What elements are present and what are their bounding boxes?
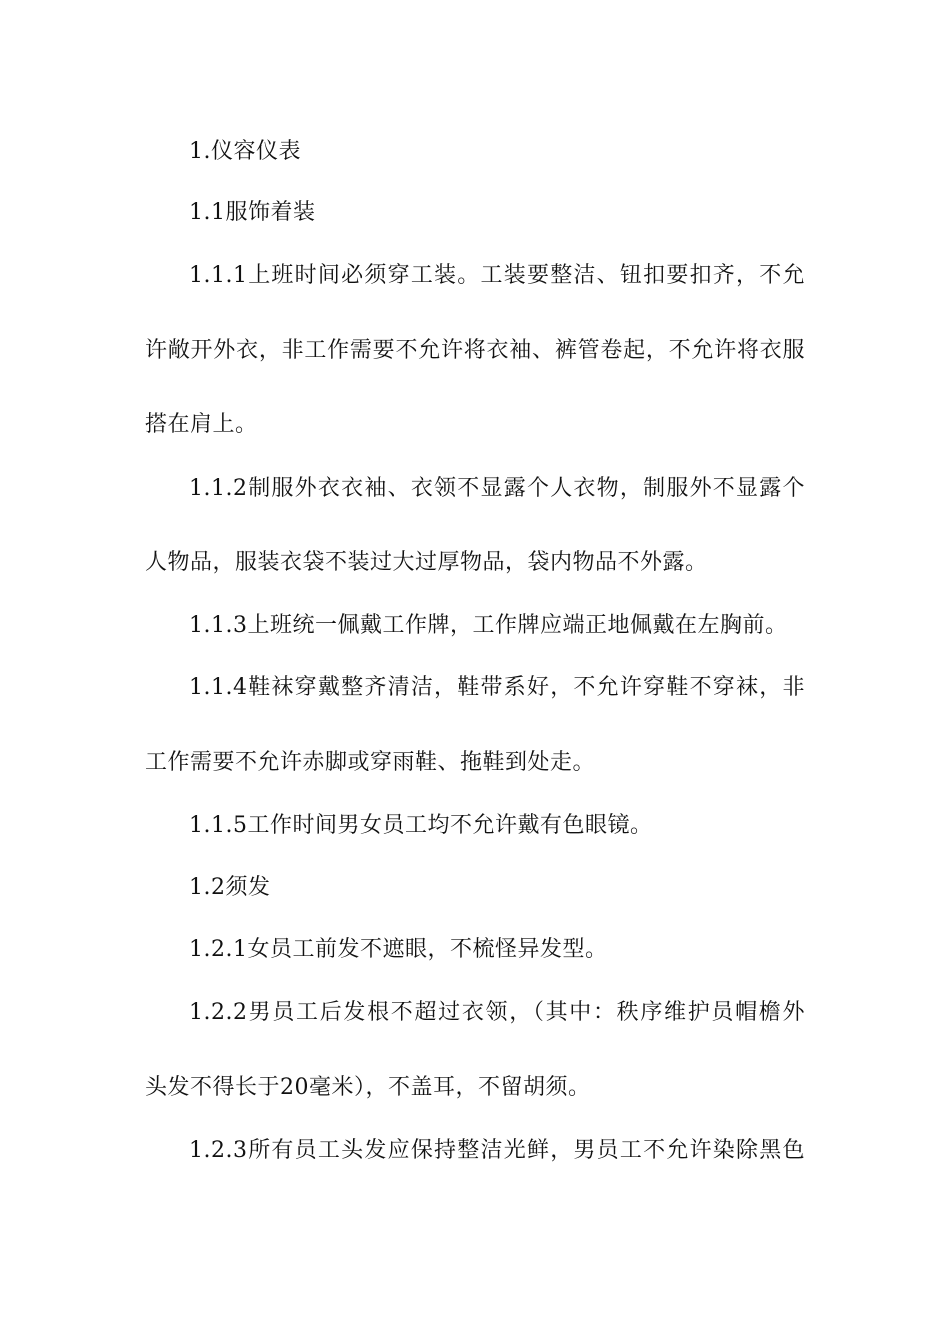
paragraph-1-1-1-line-3: 搭在肩上。: [145, 412, 258, 437]
paragraph-1-1-2-line-1: 1.1.2制服外衣衣袖、衣领不显露个人衣物，制服外不显露个: [189, 476, 805, 501]
paragraph-1-1-4-line-1: 1.1.4鞋袜穿戴整齐清洁，鞋带系好，不允许穿鞋不穿袜，非: [189, 675, 805, 700]
heading-section-1-2: 1.2须发: [189, 875, 271, 900]
paragraph-1-2-2-line-1: 1.2.2男员工后发根不超过衣领，（其中：秩序维护员帽檐外: [189, 1000, 805, 1025]
paragraph-1-1-4-line-2: 工作需要不允许赤脚或穿雨鞋、拖鞋到处走。: [145, 750, 596, 775]
heading-section-1-1: 1.1服饰着装: [189, 200, 316, 225]
paragraph-1-2-2-line-2: 头发不得长于20毫米），不盖耳，不留胡须。: [145, 1075, 591, 1100]
paragraph-1-1-2-line-2: 人物品，服装衣袋不装过大过厚物品，袋内物品不外露。: [145, 550, 708, 575]
paragraph-1-1-3: 1.1.3上班统一佩戴工作牌，工作牌应端正地佩戴在左胸前。: [189, 613, 788, 638]
paragraph-1-2-3-line-1: 1.2.3所有员工头发应保持整洁光鲜，男员工不允许染除黑色: [189, 1138, 805, 1163]
paragraph-1-2-1: 1.2.1女员工前发不遮眼，不梳怪异发型。: [189, 937, 608, 962]
heading-section-1: 1.仪容仪表: [189, 139, 301, 164]
paragraph-1-1-1-line-1: 1.1.1上班时间必须穿工装。工装要整洁、钮扣要扣齐，不允: [189, 263, 805, 288]
paragraph-1-1-1-line-2: 许敞开外衣，非工作需要不允许将衣袖、裤管卷起，不允许将衣服: [145, 338, 805, 363]
paragraph-1-1-5: 1.1.5工作时间男女员工均不允许戴有色眼镜。: [189, 813, 653, 838]
